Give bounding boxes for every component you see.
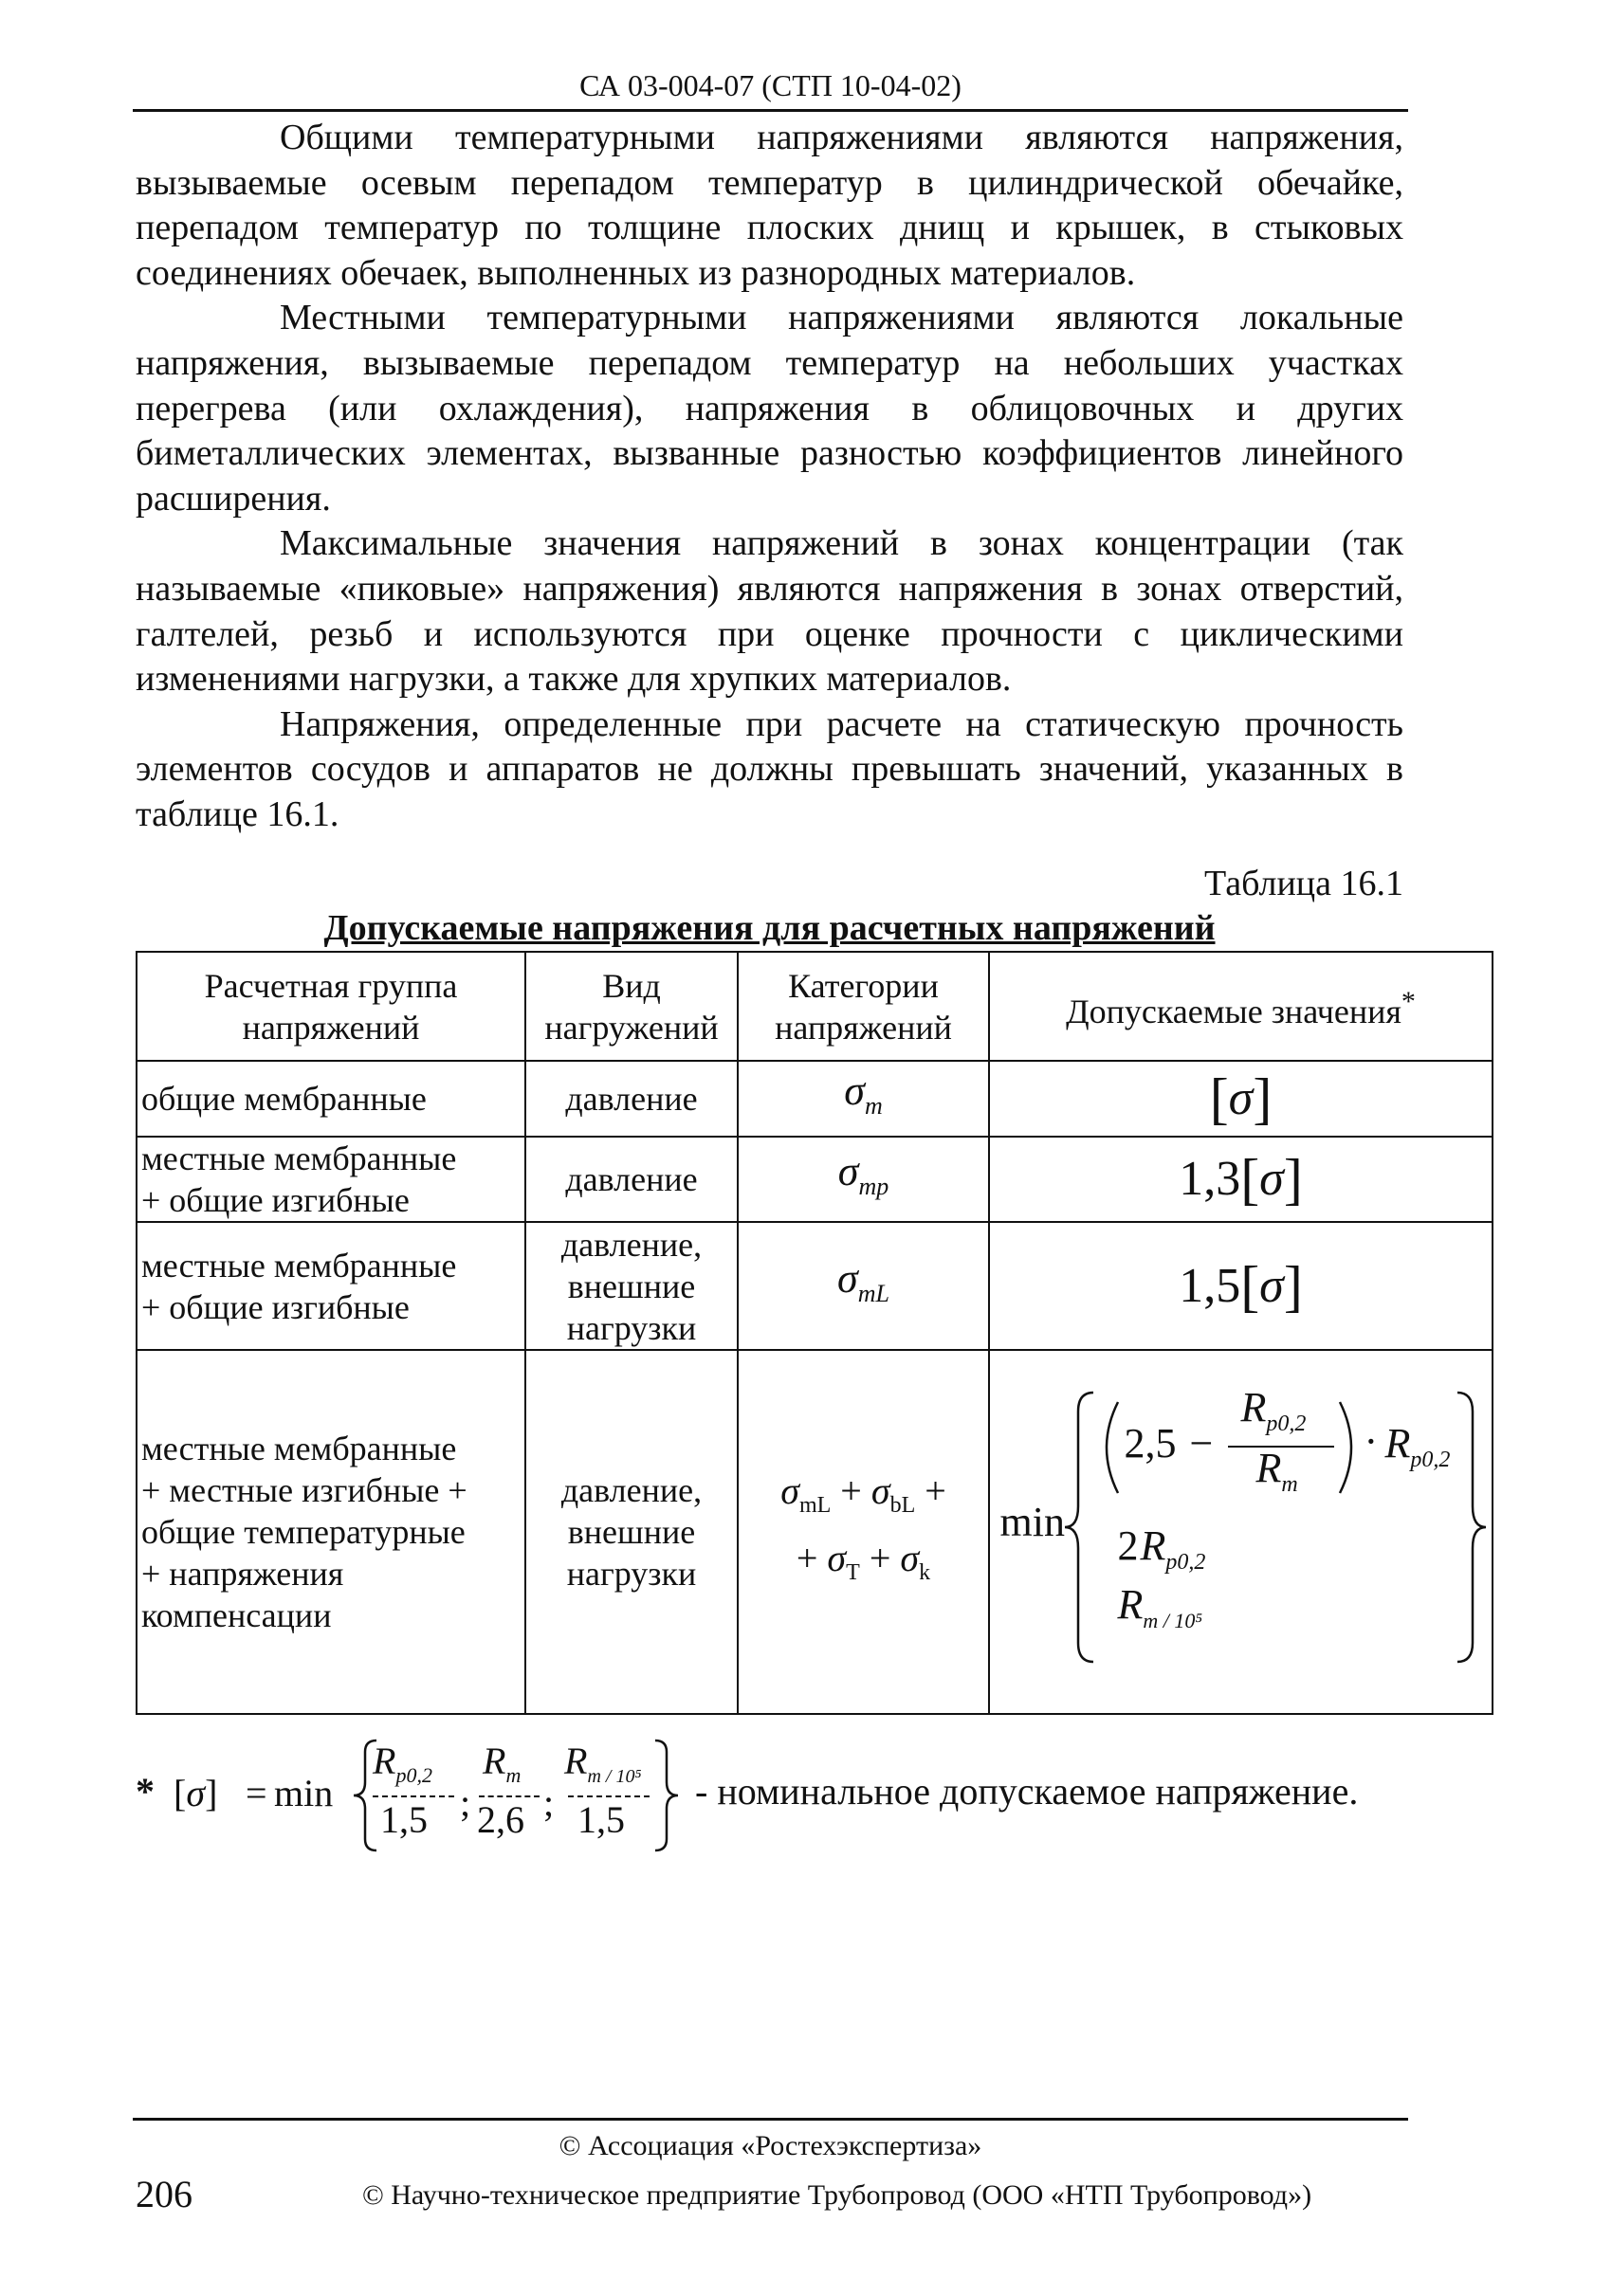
r-letter: R [1240, 1384, 1267, 1430]
sigma-symbol: σ [186, 1772, 206, 1814]
r-subscript: p0,2 [395, 1763, 432, 1787]
sigma-subscript: bL [889, 1493, 916, 1518]
load-cell [525, 1061, 738, 1137]
r-letter: R [564, 1740, 588, 1782]
cell-line: местные мембранные [141, 1430, 457, 1467]
footnote-sigma: [σ] [174, 1772, 218, 1814]
paragraph: Общими температурными напряжениями являются напряжения, вызываемые осевым перепадом температур в цилиндрической обечайке, перепадом температур по толщине плоских днищ и крышек, в стыковых соединениях обечаек, выполненных из разнородных материалов. [136, 118, 1403, 293]
paragraph: Максимальные значения напряжений в зонах концентрации (так называемые «пиковые» напряжения) являются напряжения в зонах отверстий, галтелей, резьб и используются при оценке прочности с циклическими изменениями нагрузки, а также для хрупких материалов. [136, 523, 1403, 700]
category-cell [738, 1350, 989, 1714]
group-cell [137, 1137, 525, 1222]
r-subscript: m [1281, 1471, 1298, 1497]
denominator-r [1255, 1445, 1298, 1505]
operator: + [869, 1537, 891, 1579]
table-label: Таблица 16.1 [1203, 864, 1403, 903]
sigma-symbol: σ [1259, 1258, 1284, 1313]
sigma-subscript: mp [858, 1172, 889, 1200]
allowed-cell: 1,3[σ] [989, 1137, 1493, 1222]
fraction3-denominator: 1,5 [577, 1798, 625, 1841]
sigma-subscript: m [864, 1091, 883, 1120]
numerator-r [1240, 1384, 1307, 1445]
table-row [137, 1350, 1493, 1714]
footer-rule [133, 2118, 1408, 2121]
cell-line: нагрузки [566, 1555, 697, 1593]
paragraph: Местными температурными напряжениями являются локальные напряжения, вызываемые перепадом температур на небольших участках перегрева (или охлаждения), напряжения в облицовочных и других биметаллических элементах, вызванные разностью коэффициентов линейного расширения. [136, 298, 1403, 519]
cell-line: компенсации [141, 1596, 332, 1634]
term2-r [1140, 1522, 1206, 1583]
load-cell [525, 1350, 738, 1714]
table-row [137, 1137, 1493, 1222]
sigma-subscript: k [919, 1560, 931, 1585]
allowed-cell [989, 1350, 1493, 1714]
cell-line: нагрузки [566, 1308, 697, 1347]
r-subscript: m / 10⁵ [1143, 1608, 1203, 1632]
sigma-symbol: σ [900, 1537, 920, 1579]
footnote-star: * [136, 1770, 155, 1813]
allowed-cell: [σ] [989, 1061, 1493, 1137]
allowed-cell: 1,5[σ] [989, 1222, 1493, 1350]
dot-operator: · [1364, 1418, 1379, 1465]
footnote-text: - номинальное допускаемое напряжение. [695, 1770, 1359, 1813]
stress-table [136, 951, 1493, 1715]
r-subscript: p0,2 [1410, 1447, 1451, 1472]
r-subscript: p0,2 [1266, 1411, 1307, 1436]
category-line-2 [742, 1532, 984, 1599]
footnote [136, 1735, 1463, 1858]
col-header-allowed [989, 952, 1493, 1061]
col-header-category: Категории напряжений [738, 952, 989, 1061]
term1-constant: 2,5 [1124, 1420, 1177, 1467]
fraction1-numerator [373, 1739, 432, 1788]
footnote-equals: = [246, 1772, 267, 1814]
cell-line: давление, [560, 1471, 703, 1509]
sigma-subscript: mL [798, 1493, 832, 1518]
footnote-mark: * [1401, 985, 1416, 1017]
r-letter: R [1255, 1445, 1282, 1491]
table-row [137, 1061, 1493, 1137]
page-header: СА 03-004-07 (СТП 10-04-02) [579, 68, 962, 102]
fraction1-denominator: 1,5 [380, 1798, 428, 1841]
sigma-symbol: σ [870, 1469, 890, 1512]
r-letter: R [1117, 1581, 1144, 1628]
cell-line: + общие изгибные [141, 1181, 410, 1219]
multiplier-r [1384, 1420, 1451, 1481]
sigma-symbol: σ [1259, 1152, 1284, 1206]
cell-line: внешние [567, 1266, 696, 1305]
category-line-1 [742, 1465, 984, 1532]
category-cell [738, 1137, 989, 1222]
cell-line: + общие изгибные [141, 1287, 410, 1326]
min-formula [995, 1385, 1488, 1669]
r-letter: R [373, 1740, 396, 1782]
term2-coefficient: 2 [1117, 1522, 1139, 1569]
group-cell [137, 1061, 525, 1137]
cell-line: давление, [560, 1225, 703, 1264]
r-subscript: p0,2 [1165, 1549, 1206, 1575]
separator: ; [460, 1781, 471, 1824]
cell-line: давление [565, 1080, 698, 1118]
min-label: min [999, 1499, 1065, 1545]
r-letter: R [1140, 1522, 1166, 1569]
r-letter: R [1384, 1420, 1411, 1467]
table-row [137, 1222, 1493, 1350]
cell-line: общие температурные [141, 1513, 466, 1551]
cell-line: общие мембранные [141, 1080, 427, 1118]
sigma-symbol: σ [827, 1537, 847, 1579]
cell-line: местные мембранные [141, 1246, 457, 1285]
sigma-subscript: T [846, 1560, 860, 1585]
table-header-row [137, 952, 1493, 1061]
sigma-subscript: mL [857, 1279, 889, 1307]
fraction2-denominator: 2,6 [477, 1798, 524, 1841]
sigma-symbol: σ [1228, 1071, 1254, 1125]
header-rule [133, 109, 1408, 112]
group-cell [137, 1222, 525, 1350]
cell-line: + напряжения [141, 1555, 344, 1593]
allowed-prefix: 1,5 [1179, 1258, 1241, 1313]
table-title: Допускаемые напряжения для расчетных напряжений [323, 908, 1216, 948]
sigma-symbol: σ [844, 1067, 865, 1115]
load-cell [525, 1222, 738, 1350]
category-cell [738, 1222, 989, 1350]
col-header-allowed-label: Допускаемые значения [1066, 992, 1401, 1030]
paragraph: Напряжения, определенные при расчете на статическую прочность элементов сосудов и аппаратов не должны превышать значений, указанных в таблице 16.1. [136, 703, 1403, 834]
sigma-symbol: σ [837, 1254, 858, 1302]
page-number: 206 [136, 2173, 192, 2215]
term3-r [1117, 1581, 1203, 1642]
footnote-min: min [274, 1772, 334, 1814]
r-letter: R [483, 1740, 506, 1782]
sigma-symbol: σ [780, 1469, 799, 1512]
cell-line: внешние [567, 1513, 696, 1551]
footer-copyright-company: © Научно-техническое предприятие Трубопровод (ООО «НТП Трубопровод») [361, 2179, 1312, 2211]
cell-line: + местные изгибные + [141, 1471, 467, 1509]
r-subscript: m [505, 1763, 522, 1787]
minus-operator: − [1189, 1420, 1214, 1467]
cell-line: местные мембранные [141, 1139, 457, 1177]
footer-copyright-association: © Ассоциация «Ростехэкспертиза» [559, 2130, 982, 2161]
fraction2-numerator [483, 1739, 521, 1788]
body-text [136, 116, 1403, 838]
group-cell [137, 1350, 525, 1714]
operator: + [925, 1469, 946, 1512]
cell-line: давление [565, 1160, 698, 1198]
separator: ; [543, 1781, 555, 1824]
operator: + [796, 1537, 818, 1579]
allowed-prefix: 1,3 [1179, 1152, 1241, 1206]
r-subscript: m / 10⁵ [587, 1766, 642, 1787]
load-cell [525, 1137, 738, 1222]
category-cell [738, 1061, 989, 1137]
operator: + [840, 1469, 862, 1512]
col-header-group: Расчетная группа напряжений [137, 952, 525, 1061]
sigma-symbol: σ [837, 1148, 859, 1195]
col-header-load: Вид нагружений [525, 952, 738, 1061]
fraction3-numerator [564, 1739, 641, 1788]
